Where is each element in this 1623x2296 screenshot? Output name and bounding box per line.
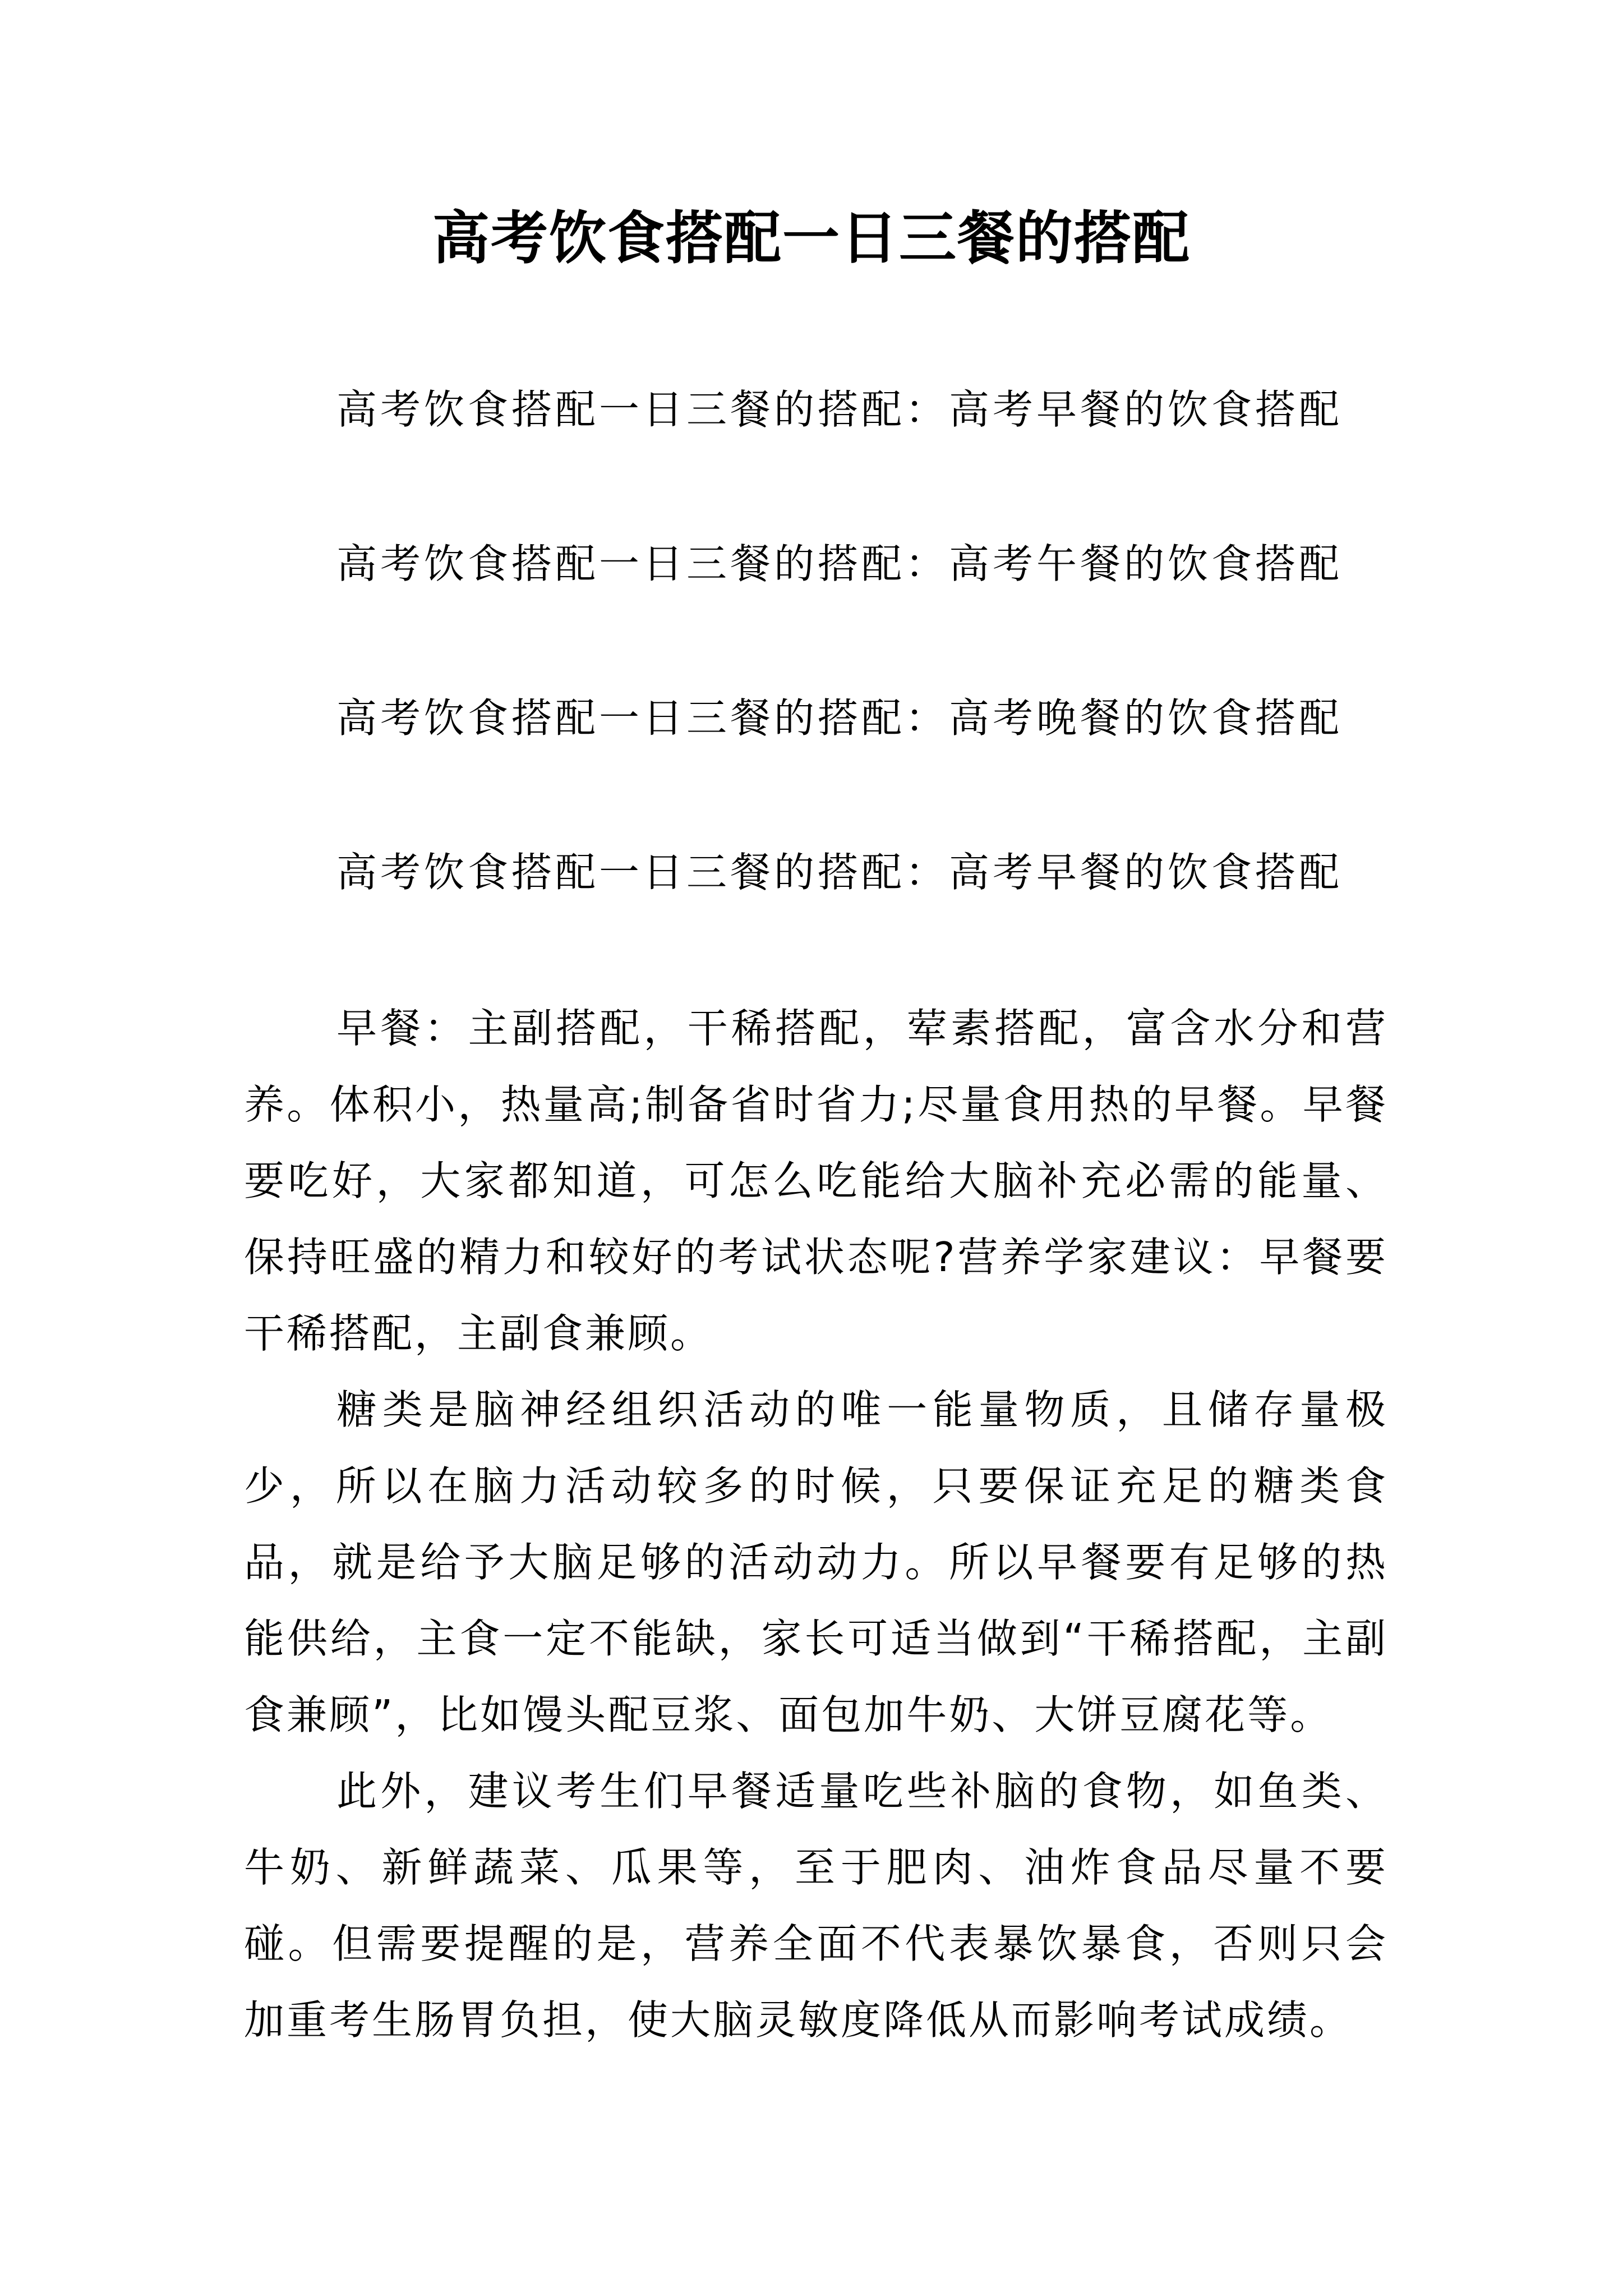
toc-line-breakfast-repeat: 高考饮食搭配一日三餐的搭配：高考早餐的饮食搭配	[336, 849, 1343, 896]
paragraph-breakfast-guidelines: 早餐：主副搭配，干稀搭配，荤素搭配，富含水分和营养。体积小，热量高;制备省时省力;尽量食用热的早餐。早餐要吃好，大家都知道，可怎么吃能给大脑补充必需的能量、保持旺盛的精力和较好的考试状态呢?营养学家建议：早餐要干稀搭配，主副食兼顾。	[244, 1005, 1388, 1357]
paragraph-carbohydrates: 糖类是脑神经组织活动的唯一能量物质，且储存量极少，所以在脑力活动较多的时候，只要保证充足的糖类食品，就是给予大脑足够的活动动力。所以早餐要有足够的热能供给，主食一定不能缺，家长可适当做到“干稀搭配，主副食兼顾”，比如馒头配豆浆、面包加牛奶、大饼豆腐花等。	[244, 1386, 1388, 1738]
body-text	[244, 990, 1388, 2058]
toc-line-lunch: 高考饮食搭配一日三餐的搭配：高考午餐的饮食搭配	[336, 540, 1343, 587]
toc-line-dinner: 高考饮食搭配一日三餐的搭配：高考晚餐的饮食搭配	[336, 694, 1343, 742]
paragraph-brain-foods: 此外，建议考生们早餐适量吃些补脑的食物，如鱼类、牛奶、新鲜蔬菜、瓜果等，至于肥肉、油炸食品尽量不要碰。但需要提醒的是，营养全面不代表暴饮暴食，否则只会加重考生肠胃负担，使大脑灵敏度降低从而影响考试成绩。	[244, 1768, 1388, 2044]
document-title: 高考饮食搭配一日三餐的搭配	[432, 205, 1191, 272]
toc-line-breakfast: 高考饮食搭配一日三餐的搭配：高考早餐的饮食搭配	[336, 386, 1343, 433]
